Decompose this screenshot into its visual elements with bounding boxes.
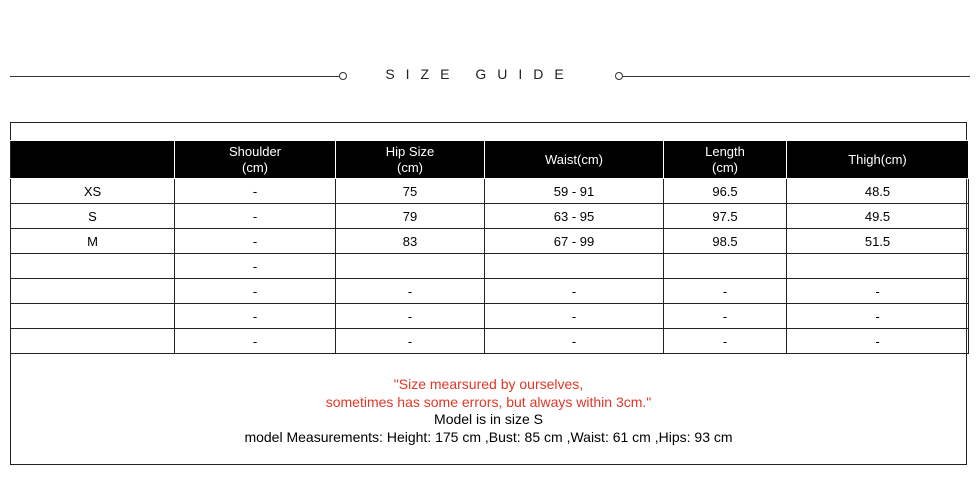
- table-cell: -: [787, 279, 969, 304]
- note-model-measurements: model Measurements: Height: 175 cm ,Bust: 85 cm ,Waist: 61 cm ,Hips: 93 cm: [244, 428, 733, 445]
- note-disclaimer-line-2: sometimes has some errors, but always within 3cm.": [325, 393, 652, 410]
- table-cell: 67 - 99: [485, 229, 664, 254]
- table-cell: -: [336, 279, 485, 304]
- size-table: [10, 140, 969, 354]
- note-model-size: Model is in size S: [434, 411, 543, 427]
- header-line-left: [10, 76, 340, 77]
- table-cell: S: [11, 204, 175, 229]
- header-line-right: [623, 76, 970, 77]
- table-cell: -: [175, 329, 336, 354]
- table-row: [11, 179, 969, 204]
- table-cell: -: [175, 279, 336, 304]
- page-title: SIZE GUIDE: [385, 66, 575, 82]
- table-cell: -: [485, 329, 664, 354]
- table-cell: -: [175, 204, 336, 229]
- table-cell: -: [485, 304, 664, 329]
- table-row: [11, 229, 969, 254]
- table-row: [11, 254, 969, 279]
- table-cell: 75: [336, 179, 485, 204]
- note-disclaimer-line-1: "Size mearsured by ourselves,: [393, 376, 584, 392]
- table-cell: [11, 304, 175, 329]
- table-cell: [11, 254, 175, 279]
- table-row: [11, 204, 969, 229]
- table-cell: -: [336, 304, 485, 329]
- table-cell: M: [11, 229, 175, 254]
- table-cell: 96.5: [664, 179, 787, 204]
- table-cell: -: [175, 179, 336, 204]
- table-cell: 49.5: [787, 204, 969, 229]
- table-cell: [336, 254, 485, 279]
- table-header-row: [11, 141, 969, 179]
- column-header-size: [11, 141, 175, 179]
- table-row: [11, 329, 969, 354]
- column-header-hip: Hip Size (cm): [336, 141, 485, 179]
- table-cell: [664, 254, 787, 279]
- table-cell: -: [664, 304, 787, 329]
- table-cell: [11, 329, 175, 354]
- header-dot-right: [615, 72, 623, 80]
- table-cell: 98.5: [664, 229, 787, 254]
- table-cell: 79: [336, 204, 485, 229]
- table-cell: 48.5: [787, 179, 969, 204]
- table-row: [11, 279, 969, 304]
- header-dot-left: [339, 72, 347, 80]
- column-header-shoulder: Shoulder (cm): [175, 141, 336, 179]
- column-header-waist: Waist(cm): [485, 141, 664, 179]
- table-row: [11, 304, 969, 329]
- table-cell: -: [175, 229, 336, 254]
- table-cell: [11, 279, 175, 304]
- column-header-length: Length (cm): [664, 141, 787, 179]
- column-header-thigh: Thigh(cm): [787, 141, 969, 179]
- table-cell: 51.5: [787, 229, 969, 254]
- table-cell: -: [336, 329, 485, 354]
- table-cell: 59 - 91: [485, 179, 664, 204]
- table-cell: -: [175, 304, 336, 329]
- size-note: [10, 376, 967, 446]
- table-cell: XS: [11, 179, 175, 204]
- table-cell: 83: [336, 229, 485, 254]
- table-cell: -: [664, 329, 787, 354]
- table-cell: 97.5: [664, 204, 787, 229]
- table-cell: -: [175, 254, 336, 279]
- table-cell: 63 - 95: [485, 204, 664, 229]
- table-cell: -: [485, 279, 664, 304]
- table-cell: [787, 254, 969, 279]
- table-cell: -: [787, 329, 969, 354]
- table-cell: -: [787, 304, 969, 329]
- table-cell: -: [664, 279, 787, 304]
- table-cell: [485, 254, 664, 279]
